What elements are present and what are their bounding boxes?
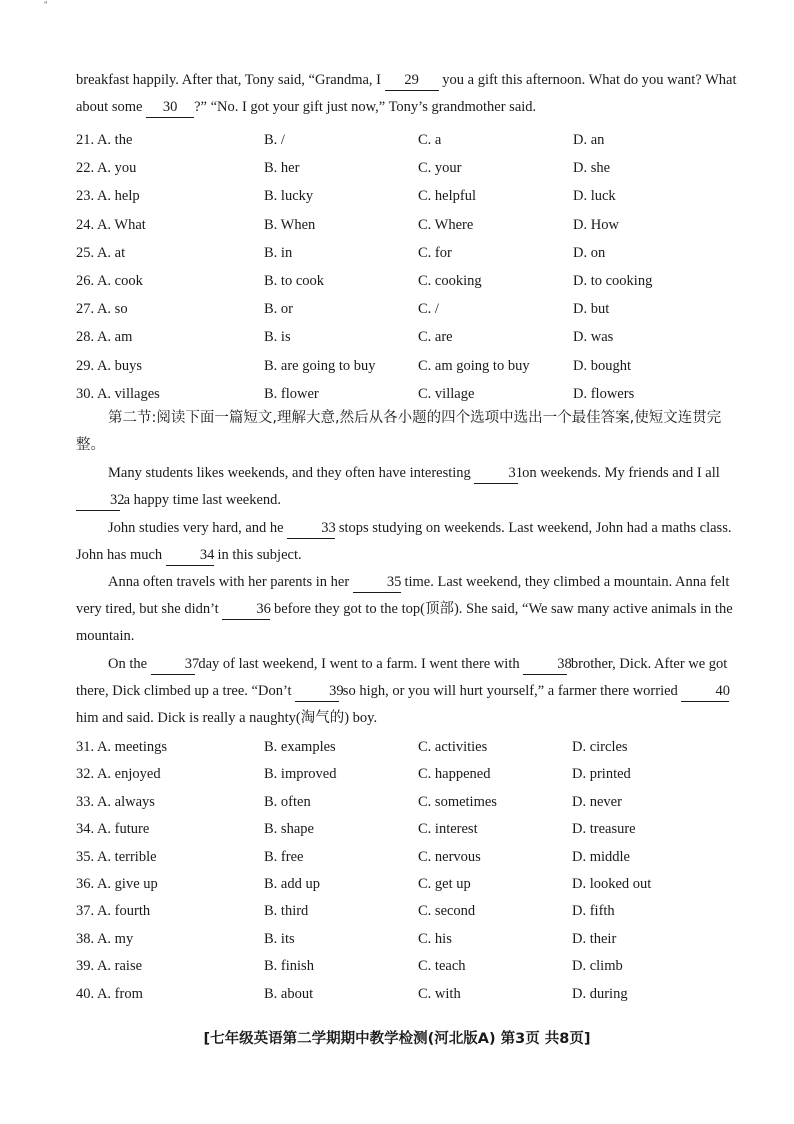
passage2-paragraph-2: John studies very hard, and he 33 stops studying on weekends. Last weekend, John had a maths class. John has much 34 in this subject. xyxy=(76,515,740,569)
option-d: D. How xyxy=(573,216,619,233)
option-d: D. was xyxy=(573,329,614,346)
option-d: D. printed xyxy=(572,766,631,783)
option-c: C. helpful xyxy=(418,188,476,205)
option-a: 30. A. villages xyxy=(76,385,160,402)
option-b: B. add up xyxy=(264,876,320,892)
option-b: B. / xyxy=(264,132,285,148)
option-c: C. a xyxy=(418,132,442,148)
option-b: B. shape xyxy=(264,821,314,838)
option-b: B. lucky xyxy=(264,188,314,205)
option-a: 29. A. buys xyxy=(76,357,143,374)
blank-39: 39 xyxy=(295,681,339,702)
blank-31: 31 xyxy=(474,463,518,484)
option-c: C. activities xyxy=(418,739,488,755)
option-c: C. teach xyxy=(418,958,466,975)
option-c: C. nervous xyxy=(418,848,481,865)
option-d: D. on xyxy=(573,244,606,261)
option-a: 22. A. you xyxy=(76,160,137,177)
option-c: C. are xyxy=(418,329,453,346)
option-b: B. about xyxy=(264,985,314,1002)
option-d: D. middle xyxy=(572,848,630,865)
option-a: 28. A. am xyxy=(76,329,133,346)
section2-instruction: 第二节:阅读下面一篇短文,理解大意,然后从各小题的四个选项中选出一个最佳答案,使短文连贯完整。 xyxy=(76,410,722,453)
passage2-paragraph-1: Many students likes weekends, and they often have interesting 31 on weekends. My friends and I all 32 a happy time last weekend. xyxy=(76,460,740,514)
option-a: 21. A. the xyxy=(76,132,133,148)
option-b: B. finish xyxy=(264,958,314,975)
option-b: B. in xyxy=(264,244,293,261)
page-footer: [七年级英语第二学期期中教学检测(河北版A) 第3页 共8页] xyxy=(203,1031,591,1047)
option-a: 38. A. my xyxy=(76,930,134,947)
blank-40: 40 xyxy=(681,681,729,702)
option-d: D. she xyxy=(573,160,611,177)
option-a: 33. A. always xyxy=(76,793,155,810)
option-a: 39. A. raise xyxy=(76,958,143,975)
passage2-paragraph-3: Anna often travels with her parents in her 35 time. Last weekend, they climbed a mountain. Anna felt very tired, but she didn’t 36 before they got to the top(顶部). She said, “We saw many active animals in the mountain. xyxy=(76,574,733,644)
passage1-ending: breakfast happily. After that, Tony said, “Grandma, I 29 you a gift this afternoon. What do you want? What about some 30 ?” “No. I got your gift just now,” Tony’s grandmother said. xyxy=(76,67,740,121)
option-b: B. third xyxy=(264,903,309,920)
option-d: D. climb xyxy=(572,958,623,975)
option-b: B. examples xyxy=(264,739,336,755)
option-c: C. / xyxy=(418,301,439,318)
option-a: 37. A. fourth xyxy=(76,903,151,920)
option-d: D. fifth xyxy=(572,903,615,920)
option-a: 27. A. so xyxy=(76,301,128,318)
option-d: D. flowers xyxy=(573,385,635,402)
option-d: D. during xyxy=(572,985,628,1002)
blank-30: 30 xyxy=(146,97,194,118)
option-d: D. bought xyxy=(573,357,631,374)
option-c: C. interest xyxy=(418,821,478,838)
option-a: 31. A. meetings xyxy=(76,739,168,755)
option-a: 32. A. enjoyed xyxy=(76,766,161,783)
option-a: 23. A. help xyxy=(76,188,140,205)
option-c: C. happened xyxy=(418,766,491,783)
option-a: 34. A. future xyxy=(76,821,150,838)
option-c: C. cooking xyxy=(418,273,482,289)
option-d: D. never xyxy=(572,793,622,810)
blank-36: 36 xyxy=(222,599,270,620)
option-a: 35. A. terrible xyxy=(76,848,157,865)
option-d: D. an xyxy=(573,132,605,148)
option-c: C. get up xyxy=(418,876,471,892)
blank-38: 38 xyxy=(523,654,567,675)
option-c: C. Where xyxy=(418,216,474,233)
option-c: C. your xyxy=(418,160,462,177)
option-b: B. is xyxy=(264,329,291,346)
option-c: C. his xyxy=(418,930,452,947)
option-b: B. to cook xyxy=(264,273,325,289)
option-b: B. her xyxy=(264,160,300,177)
option-d: D. treasure xyxy=(572,821,636,838)
option-c: C. sometimes xyxy=(418,793,497,810)
option-d: D. but xyxy=(573,301,610,318)
option-d: D. luck xyxy=(573,188,616,205)
option-b: B. often xyxy=(264,793,311,810)
option-c: C. for xyxy=(418,244,452,261)
option-a: 24. A. What xyxy=(76,216,146,233)
option-b: B. free xyxy=(264,848,304,865)
option-d: D. their xyxy=(572,930,617,947)
option-a: 40. A. from xyxy=(76,985,143,1002)
option-c: C. village xyxy=(418,385,475,402)
passage2-paragraph-4: On the 37 day of last weekend, I went to a farm. I went there with 38 brother, Dick. After we got there, Dick climbed up a tree. “Don’t 39 so high, or you will hurt yourself,” a farmer there worried 40 him and said. Dick is really a naughty(淘气的) boy. xyxy=(76,656,730,726)
blank-33: 33 xyxy=(287,518,335,539)
option-a: 36. A. give up xyxy=(76,876,158,892)
option-d: D. circles xyxy=(572,739,628,755)
option-a: 25. A. at xyxy=(76,244,126,261)
option-d: D. looked out xyxy=(572,876,652,892)
option-b: B. flower xyxy=(264,385,319,402)
option-c: C. with xyxy=(418,985,461,1002)
blank-29: 29 xyxy=(385,70,439,91)
option-b: B. or xyxy=(264,301,293,318)
option-c: C. am going to buy xyxy=(418,357,530,374)
option-b: B. are going to buy xyxy=(264,357,376,374)
corner-mark: " xyxy=(44,0,48,10)
blank-35: 35 xyxy=(353,572,401,593)
option-b: B. its xyxy=(264,930,295,947)
blank-34: 34 xyxy=(166,545,214,566)
option-d: D. to cooking xyxy=(573,273,653,289)
blank-32: 32 xyxy=(76,490,120,511)
option-c: C. second xyxy=(418,903,476,920)
option-b: B. When xyxy=(264,216,316,233)
option-b: B. improved xyxy=(264,766,337,783)
blank-37: 37 xyxy=(151,654,195,675)
option-a: 26. A. cook xyxy=(76,273,143,289)
